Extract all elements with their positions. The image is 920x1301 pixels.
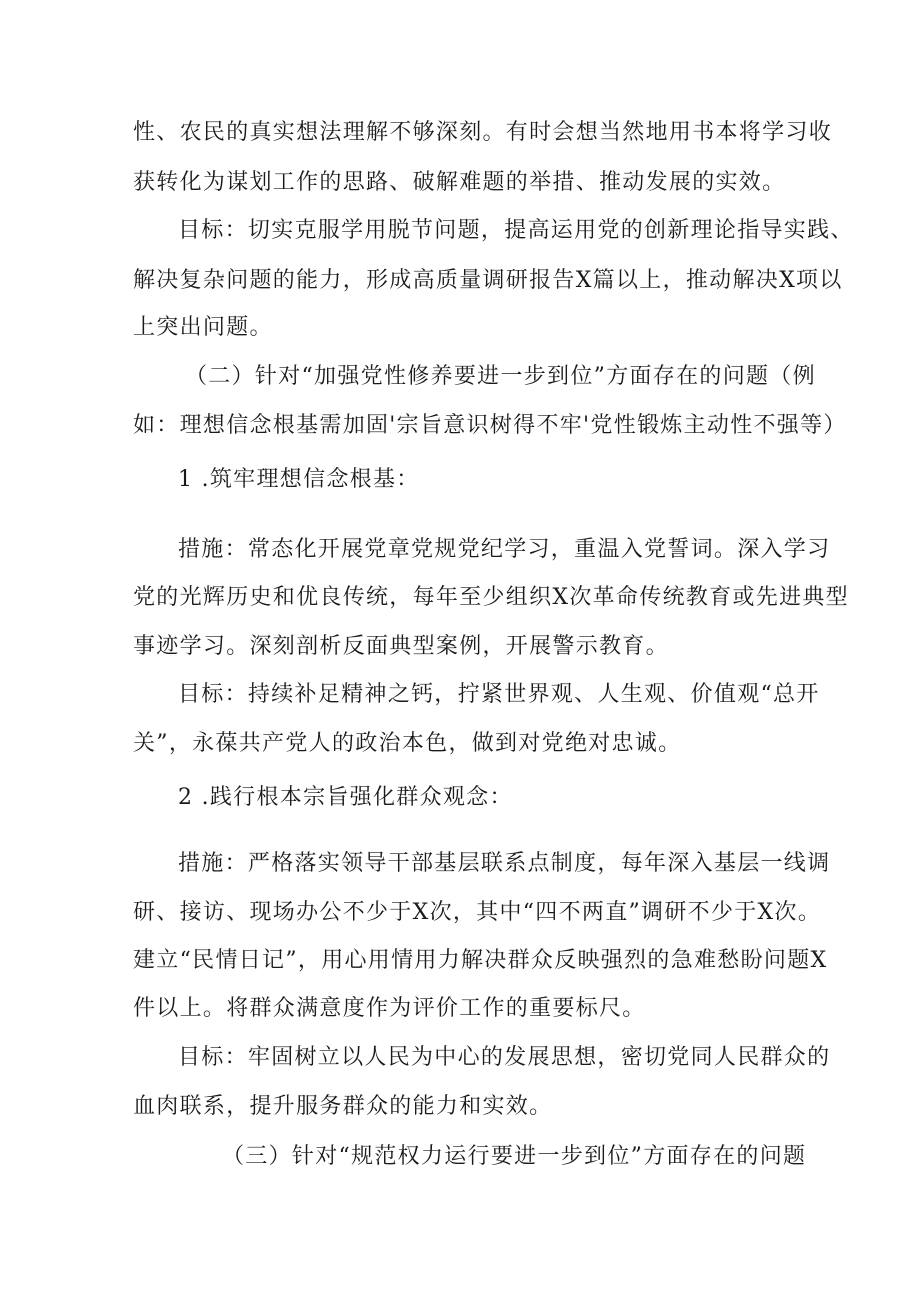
paragraph-line: 件以上。将群众满意度作为评价工作的重要标尺。 <box>133 996 646 1021</box>
section-heading: 如：理想信念根基需加固'宗旨意识树得不牢'党性锻炼主动性不强等） <box>133 413 847 438</box>
subheading: 1 .筑牢理想信念根基： <box>178 467 420 492</box>
paragraph-line: 措施：常态化开展党章党规党纪学习，重温入党誓词。深入学习 <box>178 537 831 562</box>
paragraph-line: 解决复杂问题的能力，形成高质量调研报告X篇以上，推动解决X项以 <box>133 268 843 293</box>
subheading: 2 .践行根本宗旨强化群众观念： <box>178 785 513 810</box>
paragraph-line: 获转化为谋划工作的思路、破解难题的举措、推动发展的实效。 <box>133 170 786 195</box>
paragraph-line: 目标：牢固树立以人民为中心的发展思想，密切党同人民群众的 <box>178 1045 831 1070</box>
paragraph-line: 党的光辉历史和优良传统，每年至少组织X次革命传统教育或先进典型 <box>133 585 849 610</box>
paragraph-line: 建立“民情日记”，用心用情用力解决群众反映强烈的急难愁盼问题X <box>133 948 828 973</box>
paragraph-line: 事迹学习。深刻剖析反面典型案例，开展警示教育。 <box>133 634 669 659</box>
paragraph-line: 血肉联系，提升服务群众的能力和实效。 <box>133 1094 553 1119</box>
paragraph-line: 措施：严格落实领导干部基层联系点制度，每年深入基层一线调 <box>178 851 831 876</box>
paragraph-line: 上突出问题。 <box>133 315 273 340</box>
section-heading: （三）针对“规范权力运行要进一步到位”方面存在的问题 <box>222 1144 807 1169</box>
section-heading: （二）针对“加强党性修养要进一步到位”方面存在的问题（例 <box>185 364 816 389</box>
paragraph-line: 性、农民的真实想法理解不够深刻。有时会想当然地用书本将学习收 <box>133 120 833 145</box>
paragraph-line: 目标：切实克服学用脱节问题，提高运用党的创新理论指导实践、 <box>178 218 854 243</box>
paragraph-line: 关”，永葆共产党人的政治本色，做到对党绝对忠诚。 <box>133 731 682 756</box>
paragraph-line: 目标：持续补足精神之钙，拧紧世界观、人生观、价值观“总开 <box>178 682 820 707</box>
paragraph-line: 研、接访、现场办公不少于X次，其中“四不两直”调研不少于X次。 <box>133 900 822 925</box>
